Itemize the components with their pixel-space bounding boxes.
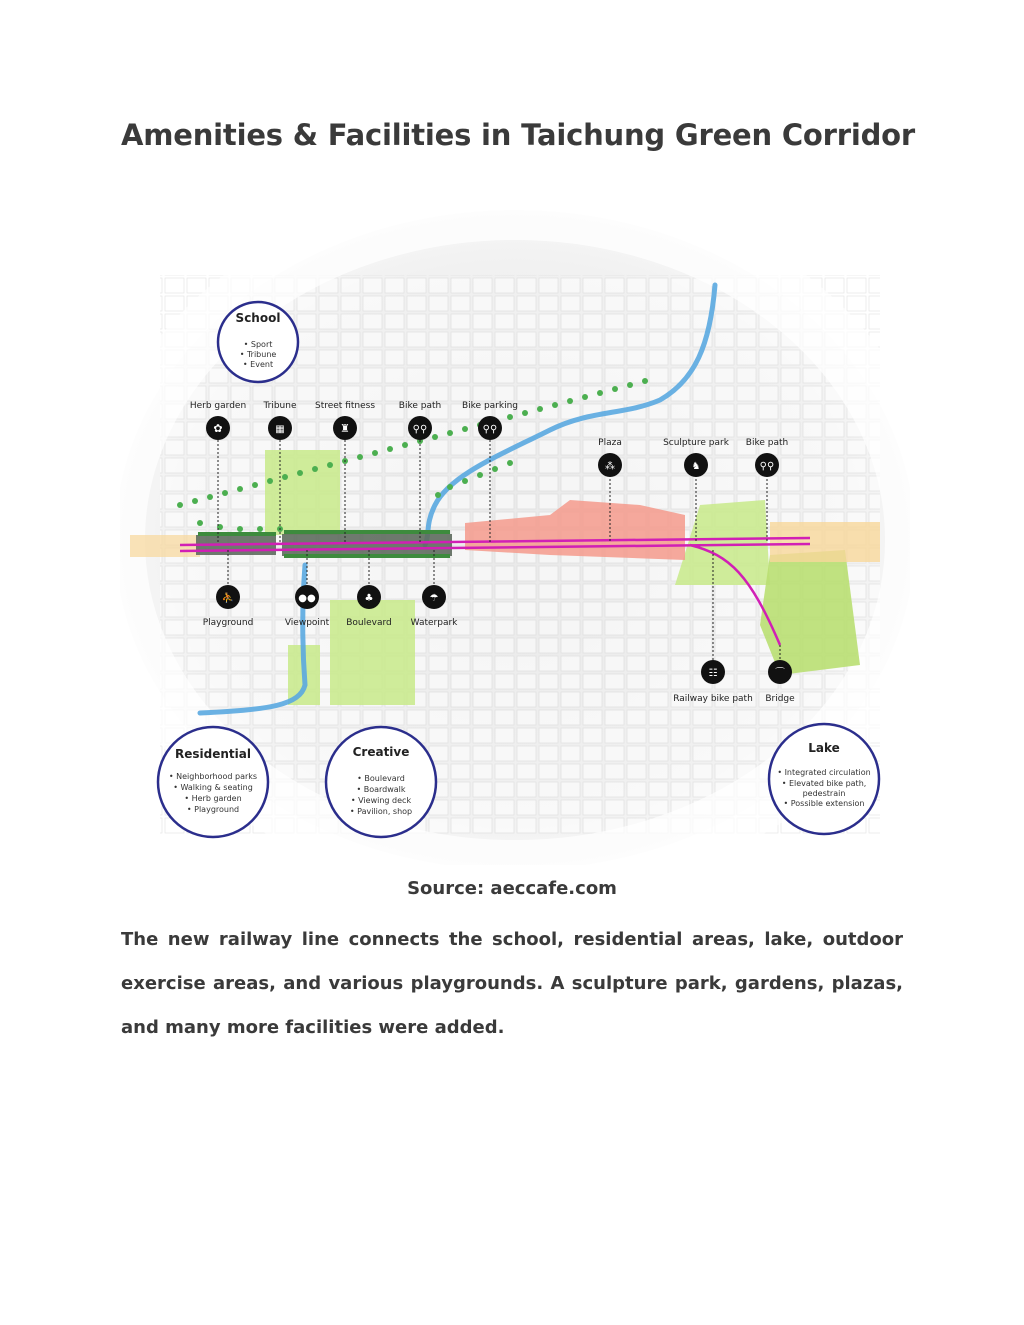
svg-text:• Herb garden: • Herb garden	[184, 794, 242, 803]
boulevard-icon: ♣	[364, 593, 374, 604]
plaza-icon: ⁂	[605, 461, 615, 472]
zone-lake-title: Lake	[808, 741, 840, 755]
svg-text:Boulevard: Boulevard	[346, 618, 392, 628]
bridge-icon: ⌒	[775, 668, 785, 679]
zone-residential-title: Residential	[175, 747, 251, 761]
svg-text:Bridge: Bridge	[765, 694, 795, 704]
corridor-map	[120, 205, 910, 865]
svg-text:Street fitness: Street fitness	[314, 401, 376, 411]
bike-parking-icon: ⚲⚲	[482, 424, 498, 435]
zone-school	[218, 302, 298, 382]
amenity-plaza	[598, 438, 622, 477]
bicycle-icon: ⚲⚲	[759, 461, 775, 472]
svg-text:Plaza: Plaza	[598, 438, 622, 448]
zone-creative-title: Creative	[352, 745, 410, 759]
svg-text:• Viewing deck: • Viewing deck	[350, 796, 412, 805]
rail-track-icon: ☷	[708, 668, 718, 679]
svg-text:pedestrain: pedestrain	[802, 789, 846, 798]
svg-text:• Walking & seating: • Walking & seating	[173, 783, 253, 792]
svg-text:• Neighborhood parks: • Neighborhood parks	[168, 772, 258, 781]
zone-school-title: School	[235, 311, 281, 325]
zone-lake	[769, 724, 879, 834]
svg-text:• Elevated bike path,: • Elevated bike path,	[781, 779, 867, 788]
image-caption: Source: aeccafe.com	[407, 878, 617, 899]
svg-text:• Boulevard: • Boulevard	[357, 774, 405, 783]
sculpture-icon: ♞	[691, 461, 701, 472]
svg-text:Bike path: Bike path	[745, 438, 789, 448]
svg-text:• Playground: • Playground	[186, 805, 240, 814]
svg-text:Bike path: Bike path	[398, 401, 442, 411]
svg-text:Playground: Playground	[202, 618, 254, 628]
svg-text:Herb garden: Herb garden	[189, 401, 247, 411]
herb-garden-icon: ✿	[213, 422, 223, 435]
body-paragraph: The new railway line connects the school, residential areas, lake, outdoor exercise areas, and various playgrounds. A sculpture park, gardens, plazas, and many more facilities were added.	[121, 929, 903, 1038]
svg-text:Tribune: Tribune	[263, 401, 297, 411]
svg-text:• Possible extension: • Possible extension	[783, 799, 865, 808]
binoculars-icon: ●●	[298, 593, 316, 604]
svg-text:Bike parking: Bike parking	[461, 401, 519, 411]
zone-creative	[326, 727, 436, 837]
svg-text:• Tribune: • Tribune	[239, 350, 277, 359]
svg-text:Sculpture park: Sculpture park	[663, 438, 729, 448]
zone-residential	[158, 727, 268, 837]
svg-text:Railway bike path: Railway bike path	[673, 694, 753, 704]
bicycle-icon: ⚲⚲	[412, 424, 428, 435]
svg-text:• Integrated circulation: • Integrated circulation	[777, 768, 871, 777]
svg-text:Waterpark: Waterpark	[410, 618, 458, 628]
svg-text:• Sport: • Sport	[243, 340, 273, 349]
waterpark-icon: ☂	[429, 593, 439, 604]
page-title: Amenities & Facilities in Taichung Green Corridor	[121, 118, 915, 152]
svg-text:• Event: • Event	[242, 360, 274, 369]
svg-text:• Boardwalk: • Boardwalk	[356, 785, 406, 794]
tribune-icon: ▦	[275, 424, 285, 435]
svg-text:Viewpoint: Viewpoint	[284, 618, 330, 628]
svg-text:• Pavilion, shop: • Pavilion, shop	[349, 807, 413, 816]
playground-icon: ⛹	[221, 593, 235, 604]
fitness-icon: ♜	[340, 422, 350, 435]
